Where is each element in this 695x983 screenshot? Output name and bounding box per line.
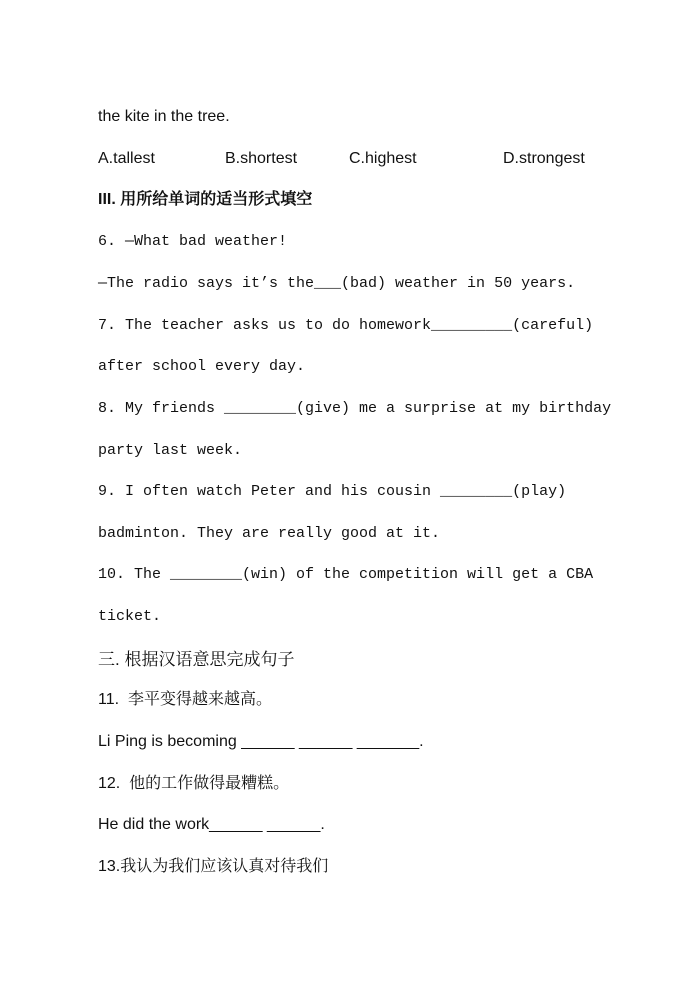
question-13-chinese: 13.我认为我们应该认真对待我们	[98, 858, 329, 875]
question-7-line-1: 7. The teacher asks us to do homework_________(careful)	[98, 317, 594, 334]
question-9-line-2: badminton. They are really good at it.	[98, 525, 441, 542]
option-b: B.shortest	[225, 150, 298, 167]
question-7-line-2: after school every day.	[98, 358, 306, 375]
question-12-english: He did the work______ ______.	[98, 816, 325, 833]
section-heading-fill-in: III. 用所给单词的适当形式填空	[98, 191, 313, 208]
question-8-line-1: 8. My friends ________(give) me a surprise at my birthday	[98, 400, 612, 417]
question-12-chinese: 12. 他的工作做得最糟糕。	[98, 775, 290, 792]
question-8-line-2: party last week.	[98, 442, 243, 459]
section-heading-translate: 三. 根据汉语意思完成句子	[98, 650, 295, 669]
option-c: C.highest	[349, 150, 417, 167]
question-11-chinese: 11. 李平变得越来越高。	[98, 691, 272, 708]
question-5-stem-tail: the kite in the tree.	[98, 108, 230, 125]
question-11-english: Li Ping is becoming ______ ______ _______.	[98, 733, 424, 750]
question-10-line-2: ticket.	[98, 608, 162, 625]
question-10-line-1: 10. The ________(win) of the competition will get a CBA	[98, 566, 594, 583]
question-5-options	[98, 151, 618, 171]
option-a: A.tallest	[98, 150, 155, 167]
question-6-line-2: —The radio says it’s the___(bad) weather in 50 years.	[98, 275, 576, 292]
question-6-line-1: 6. —What bad weather!	[98, 233, 288, 250]
question-9-line-1: 9. I often watch Peter and his cousin ________(play)	[98, 483, 567, 500]
option-d: D.strongest	[503, 150, 585, 167]
